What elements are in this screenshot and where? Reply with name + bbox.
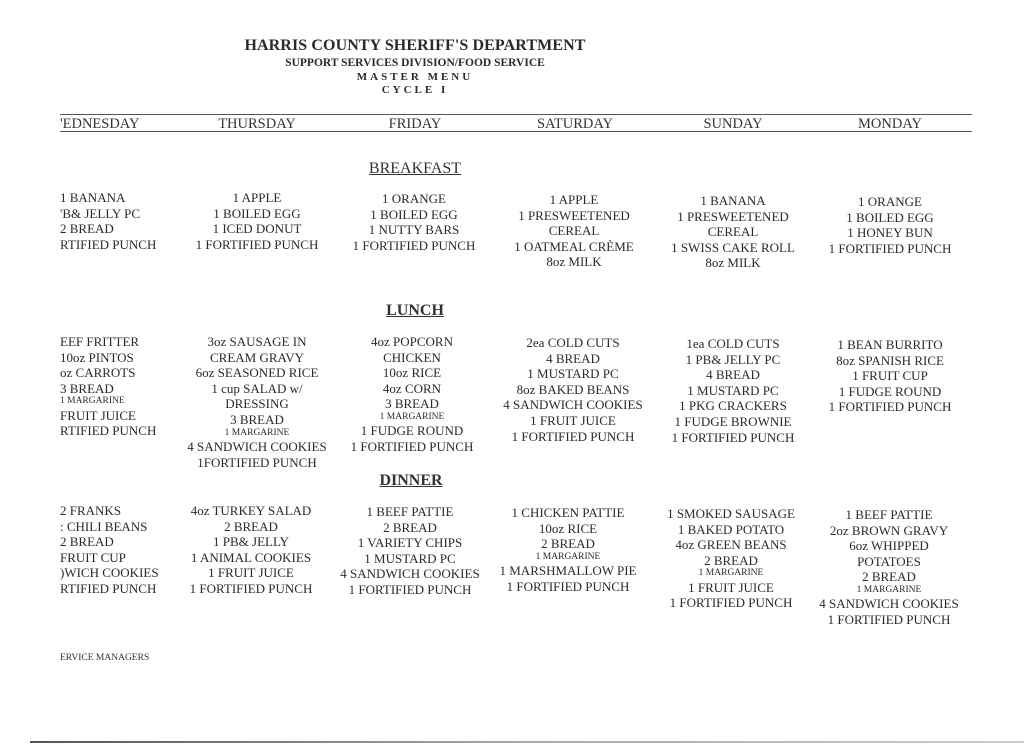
menu-item: 4 SANDWICH COOKIES bbox=[819, 596, 959, 612]
breakfast-sunday bbox=[643, 193, 823, 271]
section-dinner: DINNER bbox=[379, 472, 443, 489]
lunch-wednesday bbox=[60, 334, 170, 439]
menu-item: 2 FRANKS bbox=[60, 503, 122, 518]
menu-item: 1 VARIETY CHIPS bbox=[357, 535, 463, 551]
menu-item: 1 MARSHMALLOW PIE bbox=[499, 563, 637, 579]
lunch-friday bbox=[322, 334, 502, 455]
menu-item: 1 FUDGE ROUND bbox=[360, 423, 464, 439]
menu-item: 2 BREAD bbox=[862, 569, 916, 585]
menu-item: 4 SANDWICH COOKIES bbox=[187, 439, 327, 455]
menu-item: 2 BREAD bbox=[704, 552, 758, 568]
dinner-monday bbox=[799, 507, 979, 628]
menu-item: RTIFIED PUNCH bbox=[60, 580, 157, 596]
menu-item: 4 SANDWICH COOKIES bbox=[503, 397, 643, 413]
menu-item: 1 PRESWEETENED bbox=[518, 207, 630, 223]
menu-item: 1 MARGARINE bbox=[60, 396, 125, 407]
menu-item: 1 BOILED EGG bbox=[846, 209, 934, 225]
menu-item: 2 BREAD bbox=[541, 536, 595, 552]
menu-item: 1 MARGARINE bbox=[698, 568, 764, 579]
menu-item: 10oz RICE bbox=[382, 365, 442, 381]
menu-item: RTIFIED PUNCH bbox=[60, 423, 157, 439]
menu-item: 4oz POPCORN bbox=[371, 334, 453, 349]
menu-item: 1 SMOKED SAUSAGE bbox=[667, 506, 795, 521]
menu-item: 1 MUSTARD PC bbox=[687, 382, 779, 398]
lunch-thursday bbox=[167, 334, 347, 470]
menu-item: 1 FORTIFIED PUNCH bbox=[828, 399, 952, 415]
menu-item: 1 FORTIFIED PUNCH bbox=[352, 237, 476, 253]
menu-item: 1 MUSTARD PC bbox=[364, 550, 456, 566]
menu-item: 1 MARGARINE bbox=[224, 427, 290, 438]
menu-item: 1 FORTIFIED PUNCH bbox=[828, 240, 952, 256]
menu-item: 10oz PINTOS bbox=[60, 349, 134, 365]
menu-item: 1 FRUIT JUICE bbox=[208, 565, 294, 581]
menu-item: 1 MARGARINE bbox=[379, 411, 445, 422]
menu-item: 1 ORANGE bbox=[382, 191, 446, 206]
menu-title: MASTER MENU bbox=[356, 71, 474, 83]
menu-item: 1 FORTIFIED PUNCH bbox=[671, 429, 795, 445]
menu-item: 1 FUDGE ROUND bbox=[838, 383, 942, 399]
dinner-saturday bbox=[478, 505, 658, 594]
menu-item: 1 FORTIFIED PUNCH bbox=[511, 428, 635, 444]
menu-item: 1 FORTIFIED PUNCH bbox=[669, 595, 793, 611]
menu-item: 1 APPLE bbox=[549, 192, 599, 207]
section-lunch: LUNCH bbox=[386, 302, 444, 319]
department-title: HARRIS COUNTY SHERIFF'S DEPARTMENT bbox=[244, 37, 586, 54]
menu-item: FRUIT CUP bbox=[60, 549, 126, 565]
menu-item: 4oz GREEN BEANS bbox=[675, 537, 787, 553]
dinner-thursday bbox=[161, 503, 341, 597]
menu-item: RTIFIED PUNCH bbox=[60, 236, 157, 252]
menu-item: 1 FRUIT JUICE bbox=[530, 412, 616, 428]
menu-item: 1 FORTIFIED PUNCH bbox=[195, 236, 319, 252]
menu-item: 8oz BAKED BEANS bbox=[516, 381, 630, 397]
menu-item: EEF FRITTER bbox=[60, 334, 140, 349]
breakfast-saturday bbox=[484, 192, 664, 270]
menu-item: CEREAL bbox=[548, 223, 600, 239]
menu-item: 1 ICED DONUT bbox=[212, 221, 302, 237]
menu-item: 4oz CORN bbox=[382, 380, 442, 396]
breakfast-wednesday bbox=[60, 190, 170, 252]
menu-item: FRUIT JUICE bbox=[60, 407, 136, 423]
menu-item: 1 BEAN BURRITO bbox=[837, 337, 943, 352]
lunch-monday bbox=[800, 337, 980, 415]
menu-item: 1 PRESWEETENED bbox=[677, 208, 789, 224]
menu-item: 1 BEEF PATTIE bbox=[845, 507, 933, 522]
menu-item: 1 BOILED EGG bbox=[370, 206, 458, 222]
menu-item: 1 FORTIFIED PUNCH bbox=[348, 581, 472, 597]
menu-item: 1 PB& JELLY PC bbox=[685, 351, 781, 367]
menu-item: 4 BREAD bbox=[546, 350, 600, 366]
day-header-friday: FRIDAY bbox=[388, 116, 442, 132]
menu-item: 1 PKG CRACKERS bbox=[679, 398, 787, 414]
menu-item: 8oz MILK bbox=[546, 254, 602, 270]
menu-item: 3oz SAUSAGE IN bbox=[207, 334, 307, 349]
menu-item: CHICKEN bbox=[383, 349, 441, 365]
menu-item: 4oz TURKEY SALAD bbox=[190, 503, 312, 518]
menu-item: 1 OATMEAL CRÈME bbox=[514, 238, 634, 254]
menu-item: 3 BREAD bbox=[230, 411, 284, 427]
menu-item: 1 FORTIFIED PUNCH bbox=[506, 578, 630, 594]
menu-item: 10oz RICE bbox=[538, 520, 598, 536]
menu-item: CREAM GRAVY bbox=[209, 349, 305, 365]
menu-item: )WICH COOKIES bbox=[60, 565, 159, 581]
menu-item: 6oz SEASONED RICE bbox=[195, 365, 319, 381]
menu-item: 1 FORTIFIED PUNCH bbox=[189, 580, 313, 596]
day-header-wednesday: 'EDNESDAY bbox=[60, 116, 140, 132]
menu-item: 1 PB& JELLY bbox=[213, 534, 289, 550]
menu-item: 1 FORTIFIED PUNCH bbox=[827, 612, 951, 628]
menu-item: 1 HONEY BUN bbox=[847, 225, 933, 241]
menu-item: 1 BANANA bbox=[60, 190, 126, 205]
menu-item: 1 NUTTY BARS bbox=[368, 222, 460, 238]
menu-item: 6oz WHIPPED bbox=[849, 538, 929, 554]
lunch-saturday bbox=[483, 335, 663, 444]
menu-item: oz CARROTS bbox=[60, 365, 136, 381]
menu-item: 1 SWISS CAKE ROLL bbox=[671, 239, 795, 255]
menu-item: 1 BAKED POTATO bbox=[677, 521, 785, 537]
division-subtitle: SUPPORT SERVICES DIVISION/FOOD SERVICE bbox=[285, 57, 545, 69]
menu-item: 1 MARGARINE bbox=[856, 584, 922, 595]
menu-item: 1 FORTIFIED PUNCH bbox=[350, 439, 474, 455]
menu-item: 1 FRUIT JUICE bbox=[688, 579, 774, 595]
menu-item: 8oz SPANISH RICE bbox=[836, 352, 944, 368]
menu-item: 1 FUDGE BROWNIE bbox=[674, 413, 792, 429]
menu-item: 2ea COLD CUTS bbox=[526, 335, 620, 350]
dinner-sunday bbox=[641, 506, 821, 611]
footer-signature-label: ERVICE MANAGERS bbox=[60, 653, 150, 663]
menu-item: 2 BREAD bbox=[383, 519, 437, 535]
breakfast-friday bbox=[324, 191, 504, 253]
menu-item: 4 SANDWICH COOKIES bbox=[340, 566, 480, 582]
menu-item: : CHILI BEANS bbox=[60, 518, 148, 534]
cycle-label: CYCLE I bbox=[381, 84, 449, 96]
menu-item: 1 APPLE bbox=[232, 190, 282, 205]
menu-item: 1ea COLD CUTS bbox=[686, 336, 780, 351]
menu-item: 3 BREAD bbox=[385, 396, 439, 412]
menu-item: 1 BOILED EGG bbox=[213, 205, 301, 221]
dinner-wednesday bbox=[60, 503, 170, 597]
menu-item: 1 BANANA bbox=[700, 193, 766, 208]
menu-item: 1FORTIFIED PUNCH bbox=[197, 454, 317, 470]
breakfast-monday bbox=[800, 194, 980, 256]
day-header-sunday: SUNDAY bbox=[703, 116, 763, 132]
menu-item: 2 BREAD bbox=[60, 534, 114, 550]
day-header-monday: MONDAY bbox=[858, 116, 922, 132]
header-top-rule bbox=[60, 114, 972, 115]
menu-item: 1 MARGARINE bbox=[535, 551, 601, 562]
menu-item: 1 ANIMAL COOKIES bbox=[190, 549, 312, 565]
menu-item: 8oz MILK bbox=[705, 255, 761, 271]
menu-item: 4 BREAD bbox=[706, 367, 760, 383]
section-breakfast: BREAKFAST bbox=[368, 160, 462, 177]
menu-item: 1 BEEF PATTIE bbox=[366, 504, 454, 519]
menu-item: 1 CHICKEN PATTIE bbox=[511, 505, 625, 520]
menu-item: 1 cup SALAD w/ bbox=[211, 380, 303, 396]
menu-item: 3 BREAD bbox=[60, 380, 114, 396]
menu-item: 2oz BROWN GRAVY bbox=[829, 522, 949, 538]
dinner-friday bbox=[320, 504, 500, 598]
menu-item: 1 MUSTARD PC bbox=[527, 366, 619, 382]
menu-item: POTATOES bbox=[857, 553, 921, 569]
day-header-thursday: THURSDAY bbox=[218, 116, 296, 132]
menu-item: 2 BREAD bbox=[224, 518, 278, 534]
lunch-sunday bbox=[643, 336, 823, 445]
menu-item: 1 FRUIT CUP bbox=[852, 368, 928, 384]
menu-item: 1 ORANGE bbox=[858, 194, 922, 209]
menu-item: 'B& JELLY PC bbox=[60, 205, 141, 221]
menu-item: DRESSING bbox=[225, 396, 289, 412]
menu-item: CEREAL bbox=[707, 224, 759, 240]
scan-edge-line bbox=[30, 741, 1024, 743]
breakfast-thursday bbox=[167, 190, 347, 252]
menu-item: 2 BREAD bbox=[60, 221, 114, 237]
day-header-saturday: SATURDAY bbox=[536, 116, 613, 132]
